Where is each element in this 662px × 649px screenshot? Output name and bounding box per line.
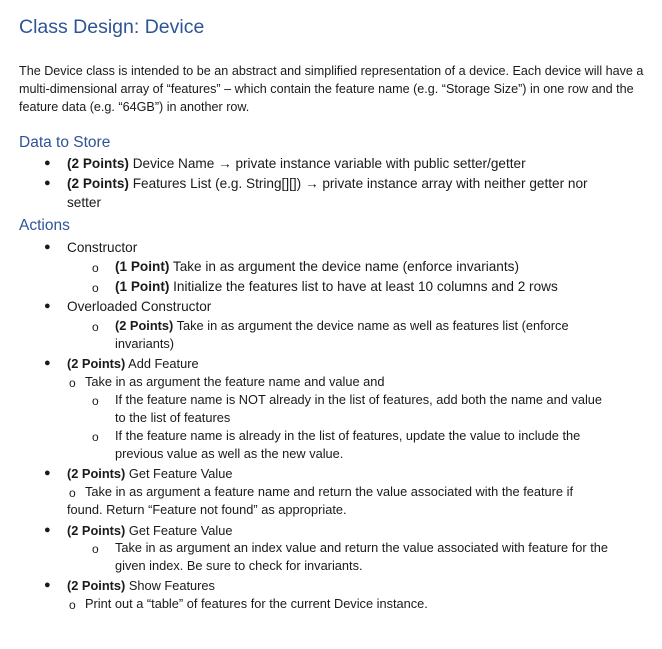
constructor-sub-2: (1 Point) Initialize the features list to have at least 10 columns and 2 rows — [115, 279, 558, 294]
circle-bullet-icon: o — [92, 320, 99, 334]
circle-bullet-icon: o — [92, 261, 99, 275]
overloaded-sub: (2 Points) Take in as argument the device name as well as features list (enforce — [115, 318, 569, 333]
get-value-2-sub: Take in as argument an index value and return the value associated with feature for the — [115, 540, 608, 555]
bullet-icon: ● — [44, 157, 51, 169]
bullet-icon: ● — [44, 300, 51, 312]
circle-bullet-icon: o — [69, 598, 76, 612]
add-feature-subsub-2: If the feature name is already in the list of features, update the value to include the — [115, 428, 581, 443]
data-item-features-list: (2 Points) Features List (e.g. String[][]) → private instance array with neither getter nor — [67, 176, 588, 191]
action-show-features: (2 Points) Show Features — [67, 578, 215, 593]
page-title: Class Design: Device — [19, 16, 205, 38]
circle-bullet-icon: o — [92, 281, 99, 295]
data-item-device-name: (2 Points) Device Name → private instance variable with public setter/getter — [67, 156, 526, 171]
bullet-icon: ● — [44, 467, 51, 479]
action-add-feature: (2 Points) Add Feature — [67, 356, 199, 371]
bullet-icon: ● — [44, 357, 51, 369]
get-value-1-sub: Take in as argument a feature name and return the value associated with the feature if — [85, 484, 573, 499]
action-get-feature-value-by-index: (2 Points) Get Feature Value — [67, 523, 233, 538]
overloaded-sub-cont: invariants) — [115, 336, 175, 351]
circle-bullet-icon: o — [92, 430, 99, 444]
circle-bullet-icon: o — [69, 486, 76, 500]
bullet-icon: ● — [44, 579, 51, 591]
constructor-sub-1: (1 Point) Take in as argument the device name (enforce invariants) — [115, 259, 519, 274]
intro-paragraph: The Device class is intended to be an abstract and simplified representation of a device. Each device will have a multi-dimensional array of “features” – which contain the feature name (e.g. “Storage Size”) in one row and the feature data (e.g. “64GB”) in another row. — [19, 64, 644, 114]
data-item-features-list-cont: setter — [67, 195, 101, 210]
circle-bullet-icon: o — [92, 542, 99, 556]
get-value-2-sub-cont: given index. Be sure to check for invariants. — [115, 558, 363, 573]
show-features-sub: Print out a “table” of features for the current Device instance. — [85, 596, 428, 611]
circle-bullet-icon: o — [69, 376, 76, 390]
action-get-feature-value-by-name: (2 Points) Get Feature Value — [67, 466, 233, 481]
add-feature-sub: Take in as argument the feature name and value and — [85, 374, 385, 389]
circle-bullet-icon: o — [92, 394, 99, 408]
add-feature-subsub-2-cont: previous value as well as the new value. — [115, 446, 344, 461]
bullet-icon: ● — [44, 524, 51, 536]
add-feature-subsub-1-cont: to the list of features — [115, 410, 231, 425]
bullet-icon: ● — [44, 241, 51, 253]
add-feature-subsub-1: If the feature name is NOT already in the list of features, add both the name and value — [115, 392, 603, 407]
action-constructor: Constructor — [67, 240, 138, 255]
get-value-1-sub-cont: found. Return “Feature not found” as appropriate. — [67, 502, 347, 517]
heading-data-to-store: Data to Store — [19, 134, 111, 151]
action-overloaded-constructor: Overloaded Constructor — [67, 299, 212, 314]
bullet-icon: ● — [44, 177, 51, 189]
heading-actions: Actions — [19, 217, 70, 234]
